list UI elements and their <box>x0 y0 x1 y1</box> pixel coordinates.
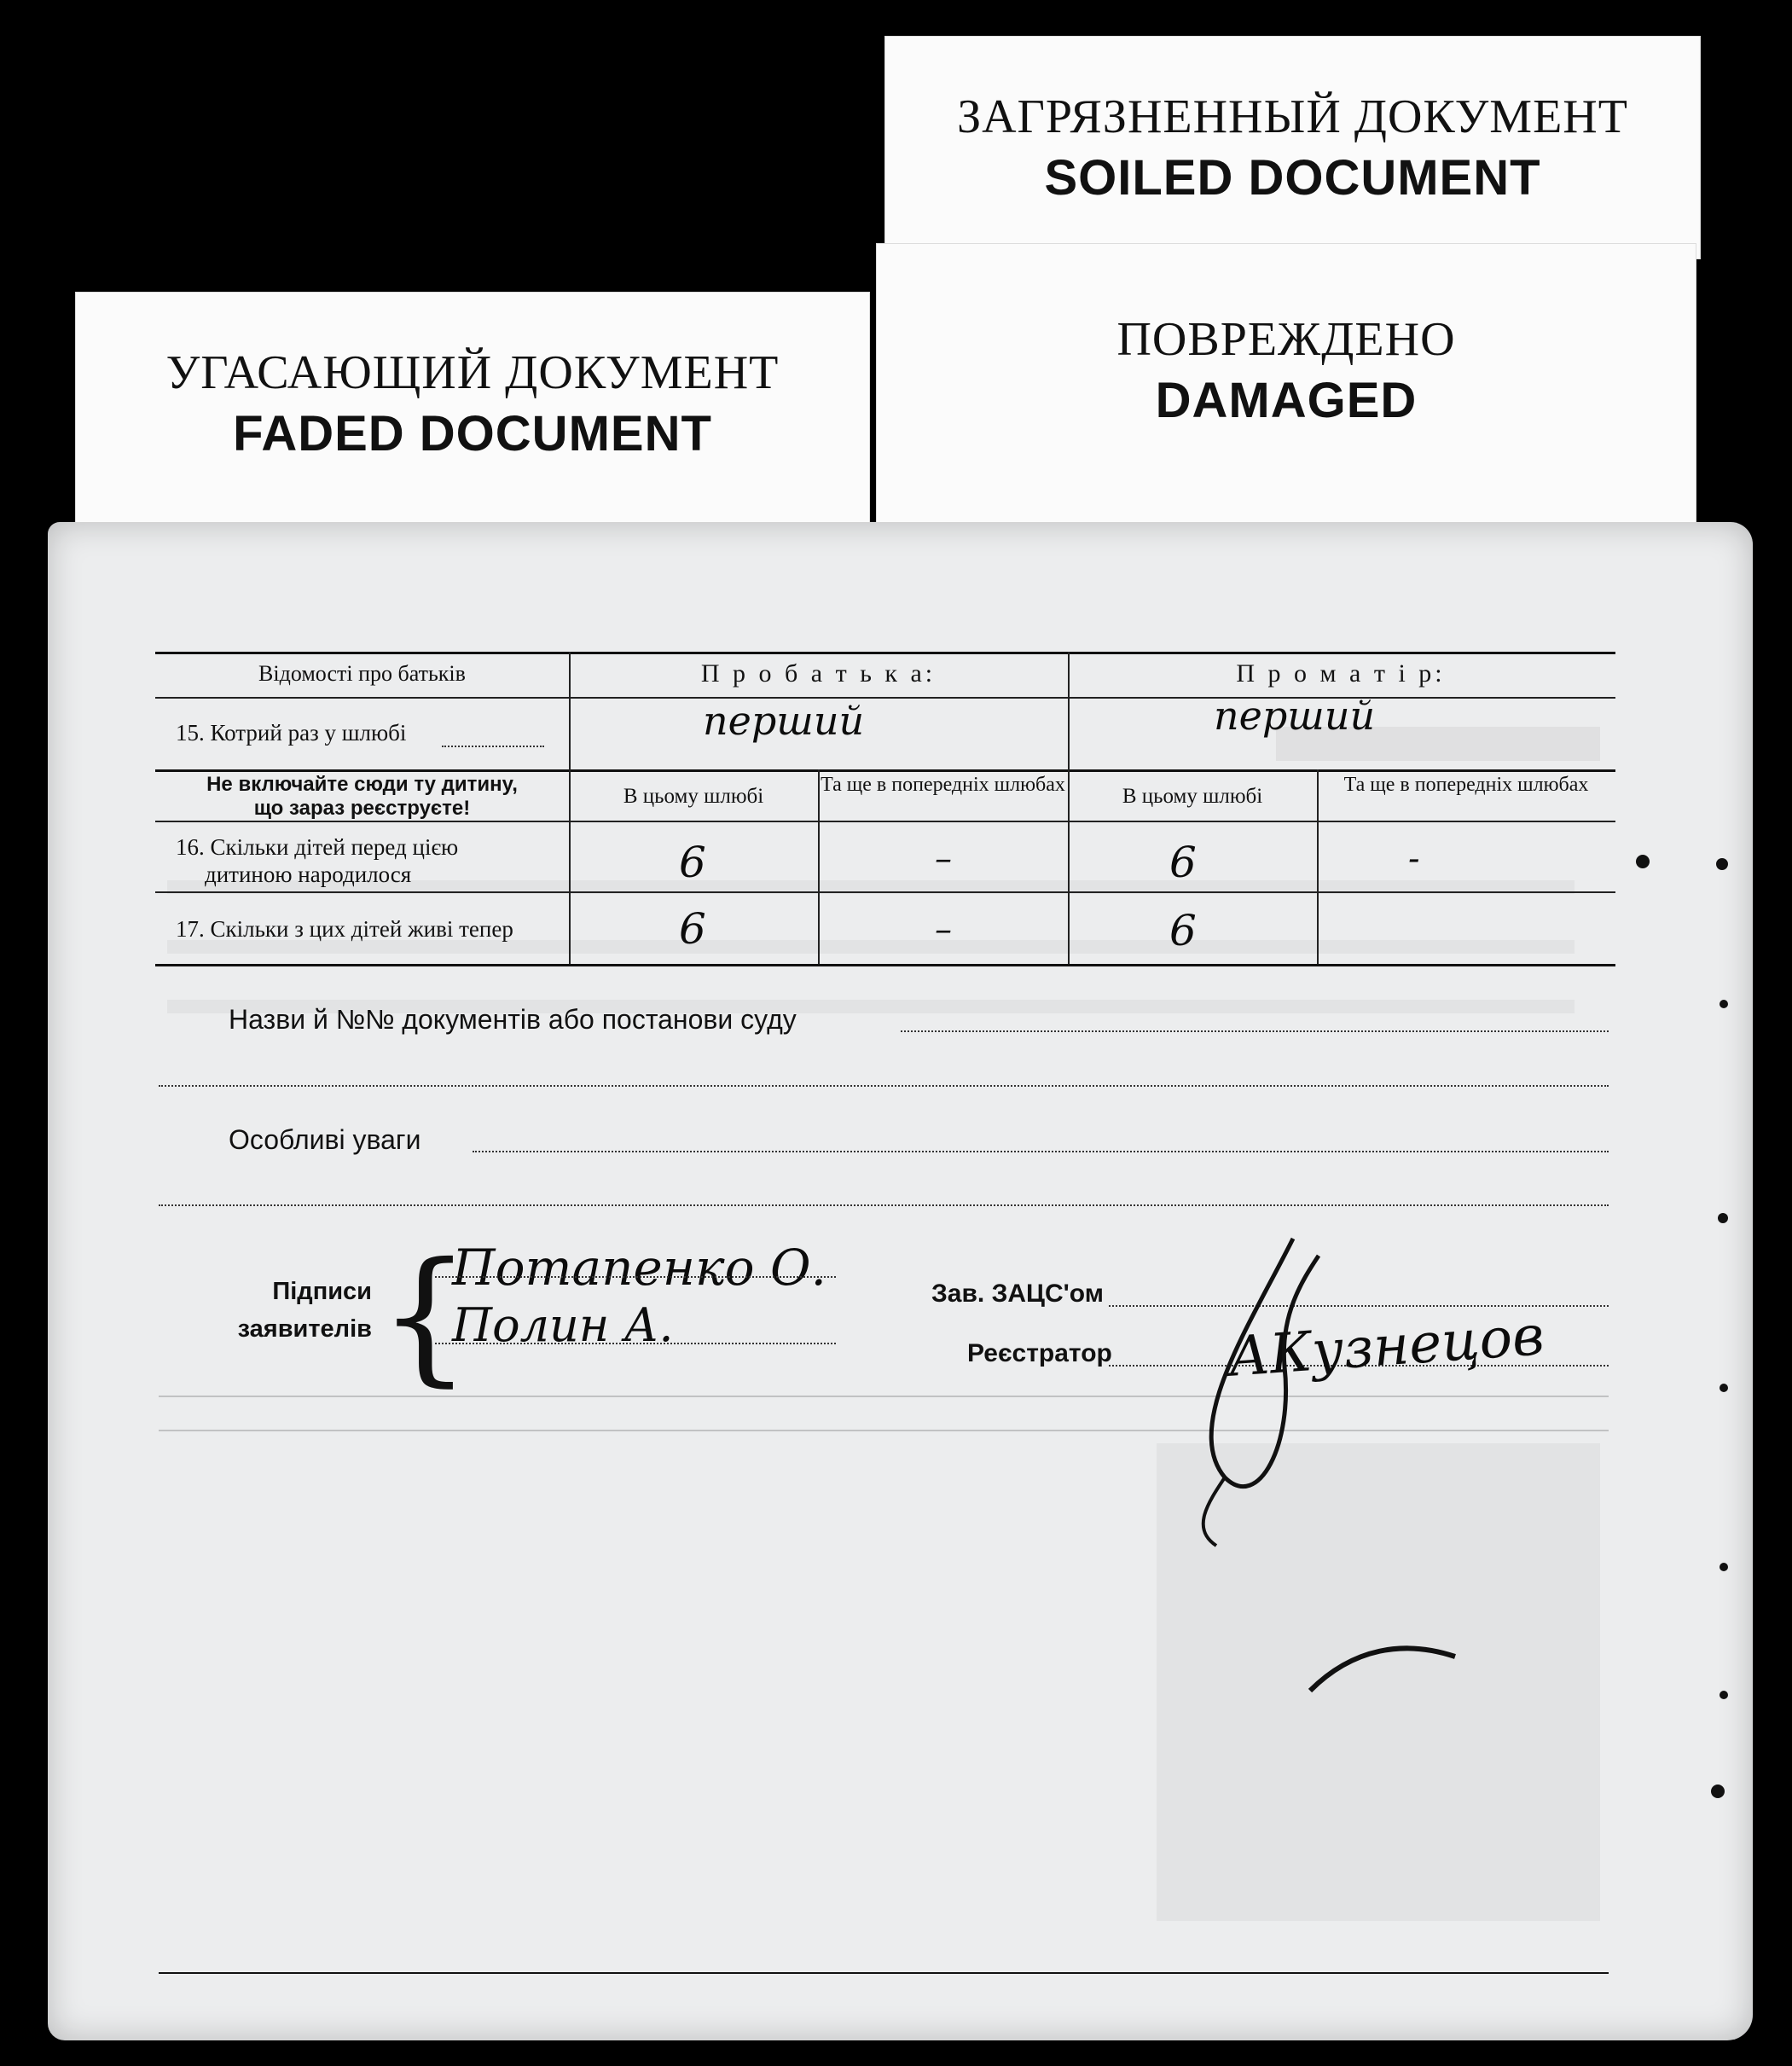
faded-label-ru: УГАСАЮЩИЙ ДОКУМЕНТ <box>165 346 780 399</box>
row16-father-prev: – <box>935 839 952 879</box>
row17-father-prev: – <box>935 910 952 949</box>
exclude-child-note <box>155 773 569 821</box>
row16-father-this: 6 <box>679 838 706 887</box>
header-father: П р о б а т ь к а: <box>700 659 937 688</box>
father-this-marriage-header: В цьому шлюбі <box>623 785 764 808</box>
row16-label-line2: дитиною народилося <box>205 862 412 887</box>
row16-label <box>176 833 458 888</box>
registrar-label: Реєстратор <box>967 1339 1112 1367</box>
hole-mark <box>1720 1000 1728 1008</box>
head-of-registry-label: Зав. ЗАЦС'ом <box>931 1280 1104 1308</box>
hole-mark <box>1711 1785 1725 1798</box>
soiled-label-en: SOILED DOCUMENT <box>1044 150 1541 206</box>
pen-flourish-stroke <box>1302 1631 1472 1716</box>
faded-document-label <box>75 292 870 549</box>
damaged-label-ru: ПОВРЕЖДЕНО <box>1116 313 1456 366</box>
mother-this-marriage-header: В цьому шлюбі <box>1122 785 1263 808</box>
soiled-label-ru: ЗАГРЯЗНЕННЫЙ ДОКУМЕНТ <box>957 90 1628 143</box>
faded-label-en: FADED DOCUMENT <box>233 406 712 461</box>
exclude-child-note-line2: що зараз реєструєте! <box>253 797 471 820</box>
remarks-label: Особливі уваги <box>229 1124 421 1155</box>
exclude-child-note-line1: Не включайте сюди ту дитину, <box>206 773 518 796</box>
row15-father-value: перший <box>703 698 865 744</box>
soiled-document-label <box>884 36 1701 259</box>
applicant-signature-2: Полин А. <box>452 1298 674 1352</box>
mother-previous-marriages-header: Та ще в попередніх шлюбах <box>1343 774 1589 796</box>
row17-mother-this: 6 <box>1169 906 1197 955</box>
header-parents-info: Відомості про батьків <box>258 661 466 686</box>
row15-label: 15. Котрий раз у шлюбі <box>176 720 407 746</box>
registrar-signature: АКузнецов <box>1226 1304 1546 1390</box>
row17-father-this: 6 <box>679 904 706 954</box>
row16-mother-this: 6 <box>1169 838 1197 887</box>
row17-label: 17. Скільки з цих дітей живі тепер <box>176 916 513 942</box>
signatures-label-line1: Підписи <box>272 1278 372 1305</box>
documents-label: Назви й №№ документів або постанови суду <box>229 1004 797 1035</box>
hole-mark <box>1718 1213 1728 1223</box>
row16-label-line1: 16. Скільки дітей перед цією <box>176 834 459 860</box>
hole-mark <box>1716 858 1728 870</box>
form-sheet <box>48 522 1753 2040</box>
hole-mark <box>1720 1691 1728 1699</box>
damaged-label-en: DAMAGED <box>1155 373 1418 428</box>
hole-mark <box>1720 1563 1728 1571</box>
hole-mark <box>1720 1384 1728 1392</box>
registrar-signature-flourish <box>1157 1204 1549 1597</box>
damaged-document-label <box>876 243 1696 535</box>
row15-mother-value: перший <box>1214 693 1376 739</box>
hole-mark <box>1636 855 1650 868</box>
signatures-label-line2: заявителів <box>237 1315 372 1343</box>
applicant-signature-1: Потапенко О. <box>452 1239 826 1297</box>
row16-mother-prev: - <box>1408 839 1420 879</box>
signatures-brace: { <box>379 1232 472 1401</box>
father-previous-marriages-header: Та ще в попередніх шлюбах <box>821 774 1065 796</box>
header-mother: П р о м а т і р: <box>1236 659 1446 688</box>
